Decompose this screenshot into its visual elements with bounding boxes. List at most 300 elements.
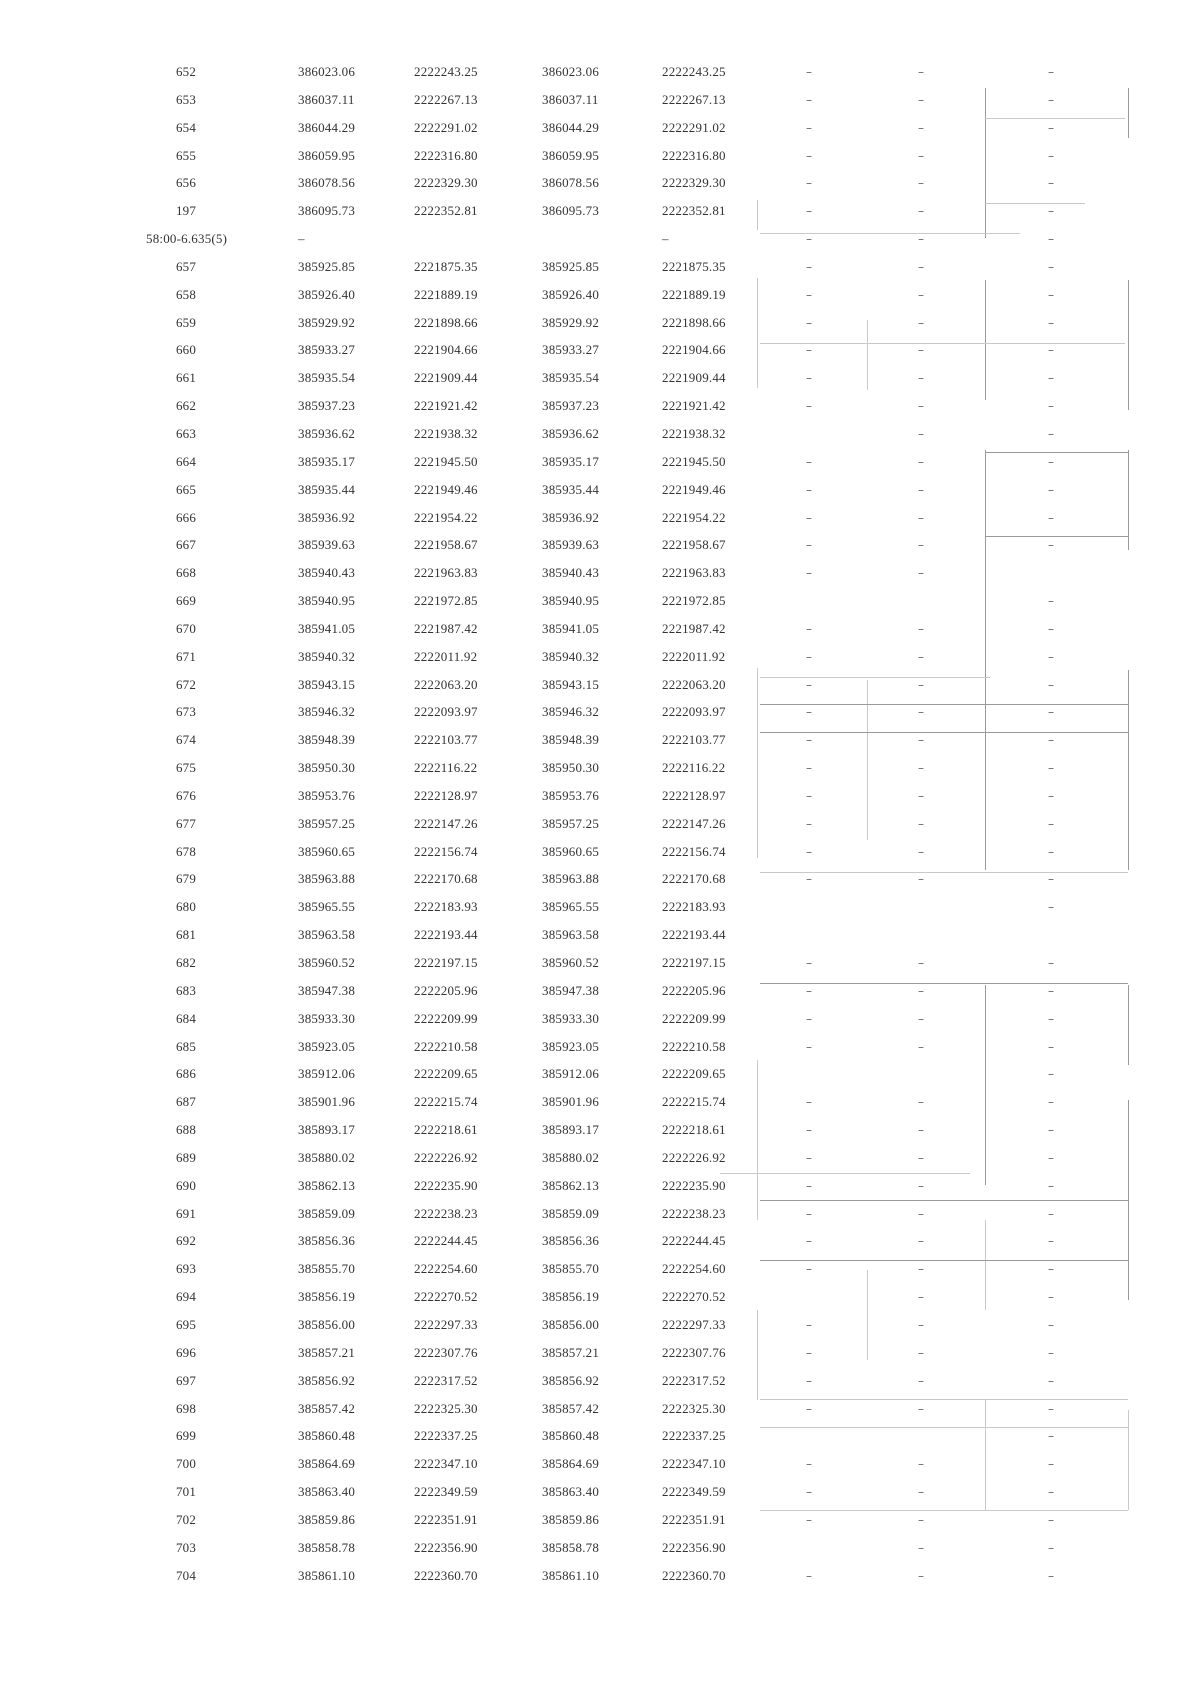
x-coordinate-2 [542,1094,599,1110]
diff-column-3 [1048,649,1054,665]
diff-column-1 [806,1345,812,1361]
x-coordinate-2 [542,120,599,136]
y-coordinate-2 [662,175,726,191]
diff-column-1-text: – [806,1150,813,1165]
table-row [0,287,1200,315]
diff-column-1 [806,1122,812,1138]
x-coordinate-2-text: 385963.58 [542,927,600,943]
diff-column-2 [918,1484,924,1500]
point-id-text: 685 [175,1038,197,1054]
y-coordinate-1-text: 2221909.44 [414,370,478,386]
x-coordinate-1-text: 385953.76 [298,787,356,803]
y-coordinate-1 [414,1484,478,1500]
x-coordinate-2-text: 385912.06 [542,1066,600,1082]
x-coordinate-2 [542,1233,599,1249]
x-coordinate-2 [542,927,599,943]
point-id-text: 663 [175,425,197,441]
diff-column-3 [1048,983,1054,999]
diff-column-3 [1048,426,1054,442]
y-coordinate-2-text: 2221987.42 [662,620,726,636]
y-coordinate-1-text: 2222209.65 [414,1066,478,1082]
diff-column-3-text: – [1048,538,1055,553]
y-coordinate-1-text: 2222244.45 [414,1233,478,1249]
diff-column-2 [918,64,924,80]
diff-column-2 [918,92,924,108]
x-coordinate-2 [542,955,599,971]
diff-column-3 [1048,593,1054,609]
diff-column-3 [1048,1289,1054,1305]
x-coordinate-1 [298,203,355,219]
diff-column-3-text: – [1048,983,1055,998]
x-coordinate-1 [298,899,355,915]
diff-column-3 [1048,704,1054,720]
y-coordinate-2-text: 2222218.61 [662,1122,726,1138]
x-coordinate-2 [542,621,599,637]
x-coordinate-2-text: 385926.40 [542,286,600,302]
diff-column-3-text: – [1048,92,1055,107]
y-coordinate-1 [414,677,478,693]
diff-column-3-text: – [1048,176,1055,191]
diff-column-1 [806,510,812,526]
diff-column-2 [918,1568,924,1584]
diff-column-2-text: – [918,1150,925,1165]
point-id-text: 670 [175,620,197,636]
x-coordinate-1 [298,64,355,80]
x-coordinate-1-text: 385859.09 [298,1205,356,1221]
x-coordinate-1 [298,120,355,136]
y-coordinate-2-text: 2222183.93 [662,899,726,915]
diff-column-2 [918,1289,924,1305]
y-coordinate-2-text: 2221945.50 [662,453,726,469]
y-coordinate-2-text: 2222325.30 [662,1400,726,1416]
x-coordinate-2-text: 385856.92 [542,1372,600,1388]
diff-column-1-text: – [806,677,813,692]
table-row [0,732,1200,760]
table-row [0,175,1200,203]
y-coordinate-2 [662,1484,726,1500]
x-coordinate-2-text: 386044.29 [542,119,600,135]
x-coordinate-1-text: 385957.25 [298,815,356,831]
diff-column-3-text: – [1048,371,1055,386]
y-coordinate-1 [414,1345,478,1361]
y-coordinate-2-text: 2222226.92 [662,1149,726,1165]
diff-column-3-text: – [1048,1206,1055,1221]
x-coordinate-1-text: 385935.44 [298,481,356,497]
x-coordinate-2-text: 385862.13 [542,1177,600,1193]
x-coordinate-1-text: 385860.48 [298,1428,356,1444]
y-coordinate-1 [414,1428,478,1444]
table-row [0,1261,1200,1289]
y-coordinate-2-text: 2222170.68 [662,871,726,887]
x-coordinate-2 [542,788,599,804]
point-id-text: 687 [175,1094,197,1110]
y-coordinate-1-text: 2222197.15 [414,955,478,970]
point-id-text: 694 [175,1289,197,1305]
diff-column-3-text: – [1048,1234,1055,1249]
x-coordinate-1 [298,816,355,832]
y-coordinate-1 [414,1540,478,1556]
x-coordinate-1 [298,1011,355,1027]
y-coordinate-1-text: 2222103.77 [414,732,478,748]
y-coordinate-2 [662,704,726,720]
y-coordinate-1 [414,1512,478,1528]
diff-column-3 [1048,92,1054,108]
x-coordinate-2 [542,1261,599,1277]
diff-column-1 [806,537,812,553]
point-id-text: 693 [175,1261,197,1277]
y-coordinate-1-text: 2221958.67 [414,537,478,553]
diff-column-1 [806,203,812,219]
diff-column-3 [1048,287,1054,303]
diff-column-1 [806,1373,812,1389]
diff-column-2-text: – [918,1485,925,1500]
y-coordinate-2-text: 2222116.22 [662,760,726,776]
x-coordinate-2-text: 385936.62 [542,425,600,441]
x-coordinate-2-text: 385940.32 [542,648,600,664]
y-coordinate-1 [414,899,478,915]
diff-column-1 [806,871,812,887]
y-coordinate-1-text: 2222356.90 [414,1539,478,1555]
x-coordinate-2-text: 385923.05 [542,1038,600,1054]
table-row [0,203,1200,231]
y-coordinate-1 [414,593,478,609]
table-row [0,565,1200,593]
x-coordinate-2-text: 385933.27 [542,342,600,358]
y-coordinate-2-text: 2222270.52 [662,1289,726,1305]
y-coordinate-2 [662,955,726,971]
diff-column-3-text: – [1048,399,1055,414]
x-coordinate-1-text: 385859.86 [298,1511,356,1527]
y-coordinate-1-text: 2222238.23 [414,1205,478,1221]
y-coordinate-1 [414,649,477,665]
diff-column-1 [806,482,812,498]
diff-column-3 [1048,1039,1054,1055]
diff-column-2-text: – [918,454,925,469]
x-coordinate-1 [298,1540,355,1556]
point-id-text: 703 [175,1539,197,1555]
x-coordinate-2 [542,510,599,526]
x-coordinate-2 [542,1373,599,1389]
diff-column-2-text: – [918,176,925,191]
diff-column-1 [806,704,812,720]
y-coordinate-1-text: 2222243.25 [414,64,478,79]
point-id-text: 653 [175,91,197,107]
diff-column-3 [1048,1178,1054,1194]
y-coordinate-2 [662,677,726,693]
y-coordinate-1 [414,148,478,164]
point-id-text: 699 [175,1428,197,1444]
diff-column-2 [918,1178,924,1194]
diff-column-2 [918,1261,924,1277]
x-coordinate-1 [298,1150,355,1166]
point-id-text: 692 [175,1233,197,1249]
diff-column-2 [918,175,924,191]
diff-column-2 [918,1039,924,1055]
diff-column-3 [1048,1568,1054,1584]
table-row [0,899,1200,927]
x-coordinate-1-text: 385936.92 [298,509,356,525]
x-coordinate-2 [542,1456,599,1472]
diff-column-1-text: – [806,538,813,553]
x-coordinate-2-text: 385950.30 [542,760,600,776]
point-id-text: 686 [175,1066,197,1082]
x-coordinate-2-text: 385946.32 [542,704,600,720]
x-coordinate-1 [298,1401,355,1417]
y-coordinate-1-text: 2222291.02 [414,119,478,135]
x-coordinate-2-text: 385859.09 [542,1205,600,1221]
diff-column-1 [806,1484,812,1500]
x-coordinate-1 [298,1456,355,1472]
x-coordinate-2-text: 386078.56 [542,175,600,191]
x-coordinate-2 [542,454,599,470]
y-coordinate-1-text: 2222205.96 [414,982,478,998]
diff-column-1-text: – [806,148,813,163]
y-coordinate-1-text: 2222226.92 [414,1149,478,1165]
diff-column-3 [1048,231,1054,247]
diff-column-1-text: – [806,65,813,79]
x-coordinate-1 [298,704,355,720]
y-coordinate-2-text: 2222243.25 [662,64,726,79]
y-coordinate-2-text: 2222316.80 [662,147,726,163]
x-coordinate-2 [542,1122,599,1138]
y-coordinate-2-text: 2222156.74 [662,843,726,859]
x-coordinate-2 [542,482,599,498]
y-coordinate-2-text: 2222291.02 [662,119,726,135]
x-coordinate-2-text: 385935.54 [542,370,600,386]
diff-column-1-text: – [806,371,813,386]
diff-column-3-text: – [1048,621,1055,636]
diff-column-1 [806,1317,812,1333]
diff-column-2-text: – [918,1401,925,1416]
diff-column-2 [918,1456,924,1472]
diff-column-3 [1048,1512,1054,1528]
diff-column-2 [918,565,924,581]
x-coordinate-1 [298,287,355,303]
y-coordinate-2 [662,1401,726,1417]
diff-column-2 [918,1373,924,1389]
diff-column-1 [806,370,812,386]
diff-column-2-text: – [918,1540,925,1555]
x-coordinate-2 [542,1317,599,1333]
y-coordinate-2-text: 2221889.19 [662,286,726,302]
x-coordinate-2 [542,844,599,860]
y-coordinate-1 [414,1317,478,1333]
y-coordinate-1 [414,1150,478,1166]
y-coordinate-1 [414,621,478,637]
point-id-text: 673 [175,704,197,720]
x-coordinate-1 [298,1317,355,1333]
diff-column-3 [1048,259,1054,275]
y-coordinate-1-text: 2222170.68 [414,871,478,887]
diff-column-2-text: – [918,872,925,887]
diff-column-1-text: – [806,510,813,525]
y-coordinate-1-text: 2222147.26 [414,815,478,831]
diff-column-3-text: – [1048,1095,1055,1110]
x-coordinate-2-text: 385940.95 [542,593,600,609]
diff-column-1-text: – [806,1317,813,1332]
diff-column-1-text: – [806,872,813,887]
diff-column-2 [918,148,924,164]
point-id-text: 655 [175,147,197,163]
y-coordinate-2 [662,899,726,915]
diff-column-3-text: – [1048,426,1055,441]
diff-column-1 [806,1206,812,1222]
point-id-text: 688 [175,1122,197,1138]
x-coordinate-1 [298,175,355,191]
point-id-text: 656 [175,175,197,191]
diff-column-1-text: – [806,983,813,998]
y-coordinate-2-text: 2222210.58 [662,1038,726,1054]
x-coordinate-2 [542,1039,599,1055]
diff-column-2-text: – [918,1262,925,1277]
diff-column-1 [806,1261,812,1277]
table-row [0,1289,1200,1317]
y-coordinate-2-text: 2221954.22 [662,509,726,525]
diff-column-1-text: – [806,1095,813,1110]
diff-column-2 [918,760,924,776]
x-coordinate-1 [298,871,355,887]
y-coordinate-1 [414,1094,478,1110]
table-row [0,315,1200,343]
x-coordinate-1 [298,1233,355,1249]
table-row [0,1206,1200,1234]
table-row [0,398,1200,426]
diff-column-1-text: – [806,761,813,776]
diff-column-1-text: – [806,232,813,247]
y-coordinate-1 [414,927,478,943]
x-coordinate-2-text: 385957.25 [542,815,600,831]
diff-column-2 [918,1317,924,1333]
diff-column-2-text: – [918,315,925,330]
diff-column-3-text: – [1048,315,1055,330]
x-coordinate-1 [298,1428,355,1444]
y-coordinate-1 [414,1178,478,1194]
x-coordinate-1-text: 385862.13 [298,1177,356,1193]
diff-column-1-text: – [806,482,813,497]
y-coordinate-2-text: 2221972.85 [662,593,726,609]
diff-column-2-text: – [918,983,925,998]
x-coordinate-2-text: 385893.17 [542,1122,600,1138]
point-id-text: 654 [175,119,197,135]
y-coordinate-1-text: 2221972.85 [414,593,478,609]
y-coordinate-2-text: 2222103.77 [662,732,726,748]
x-coordinate-1 [298,1094,355,1110]
y-coordinate-2 [662,1178,726,1194]
point-id-text: 697 [175,1372,197,1388]
diff-column-2-text: – [918,1039,925,1054]
y-coordinate-2 [662,537,726,553]
diff-column-1 [806,231,812,247]
point-id-text: 668 [175,565,197,581]
x-coordinate-1 [298,1512,355,1528]
point-id-text: 661 [175,370,197,386]
diff-column-2 [918,1011,924,1027]
y-coordinate-2 [662,1261,726,1277]
diff-column-1-text: – [806,454,813,469]
diff-column-1 [806,816,812,832]
point-id-text: 698 [175,1400,197,1416]
y-coordinate-2-text: 2221909.44 [662,370,726,386]
point-id-text: 700 [175,1456,197,1472]
x-coordinate-1-text: 385856.19 [298,1289,356,1305]
diff-column-1-text: – [806,1206,813,1221]
diff-column-2 [918,816,924,832]
y-coordinate-1-text: 2222235.90 [414,1177,478,1193]
diff-column-3-text: – [1048,65,1055,79]
diff-column-3-text: – [1048,1039,1055,1054]
diff-column-1 [806,287,812,303]
diff-column-3 [1048,315,1054,331]
y-coordinate-2 [662,92,726,108]
table-row [0,983,1200,1011]
x-coordinate-1-text: 385950.30 [298,760,356,776]
diff-column-2 [918,1150,924,1166]
x-coordinate-1 [298,593,355,609]
diff-column-1 [806,649,812,665]
x-coordinate-2-text: 385855.70 [542,1261,600,1277]
x-coordinate-2 [542,760,599,776]
x-coordinate-2-text: 385857.21 [542,1344,600,1360]
diff-column-3 [1048,482,1054,498]
x-coordinate-2 [542,1178,599,1194]
table-row [0,955,1200,983]
y-coordinate-2 [662,1456,726,1472]
diff-column-3-text: – [1048,594,1055,609]
diff-column-2 [918,120,924,136]
diff-column-2-text: – [918,1123,925,1138]
y-coordinate-1 [414,92,478,108]
diff-column-2 [918,482,924,498]
y-coordinate-1-text: 2222297.33 [414,1316,478,1332]
y-coordinate-2 [662,120,726,136]
x-coordinate-2-text: 385925.85 [542,258,600,274]
x-coordinate-1-text: 385929.92 [298,314,356,330]
y-coordinate-1 [414,370,478,386]
diff-column-1 [806,259,812,275]
y-coordinate-1 [414,955,478,971]
x-coordinate-1-text: 385939.63 [298,537,356,553]
diff-column-3-text: – [1048,900,1055,915]
table-row [0,454,1200,482]
x-coordinate-1-text: 385947.38 [298,982,356,998]
x-coordinate-2-text: 385948.39 [542,732,600,748]
diff-column-1-text: – [806,621,813,636]
point-id-text: 695 [175,1316,197,1332]
y-coordinate-1-text: 2222352.81 [414,203,478,219]
x-coordinate-2-text: 385960.52 [542,955,600,970]
x-coordinate-1-text: 385935.17 [298,453,356,469]
y-coordinate-1-text: 2222349.59 [414,1484,478,1500]
x-coordinate-2 [542,175,599,191]
diff-column-3 [1048,342,1054,358]
y-coordinate-1-text: 2222307.76 [414,1344,478,1360]
diff-column-3-text: – [1048,204,1055,219]
y-coordinate-1 [414,1401,478,1417]
x-coordinate-1 [298,370,355,386]
y-coordinate-1 [414,287,478,303]
table-row [0,621,1200,649]
x-coordinate-1 [298,426,355,442]
x-coordinate-2 [542,1011,599,1027]
x-coordinate-1-text: 385926.40 [298,286,356,302]
y-coordinate-1-text: 2221921.42 [414,398,478,414]
y-coordinate-2 [662,760,725,776]
y-coordinate-1 [414,1122,478,1138]
y-coordinate-1 [414,704,478,720]
x-coordinate-1-text: – [298,231,305,247]
diff-column-2-text: – [918,287,925,302]
x-coordinate-1-text: 385946.32 [298,704,356,720]
